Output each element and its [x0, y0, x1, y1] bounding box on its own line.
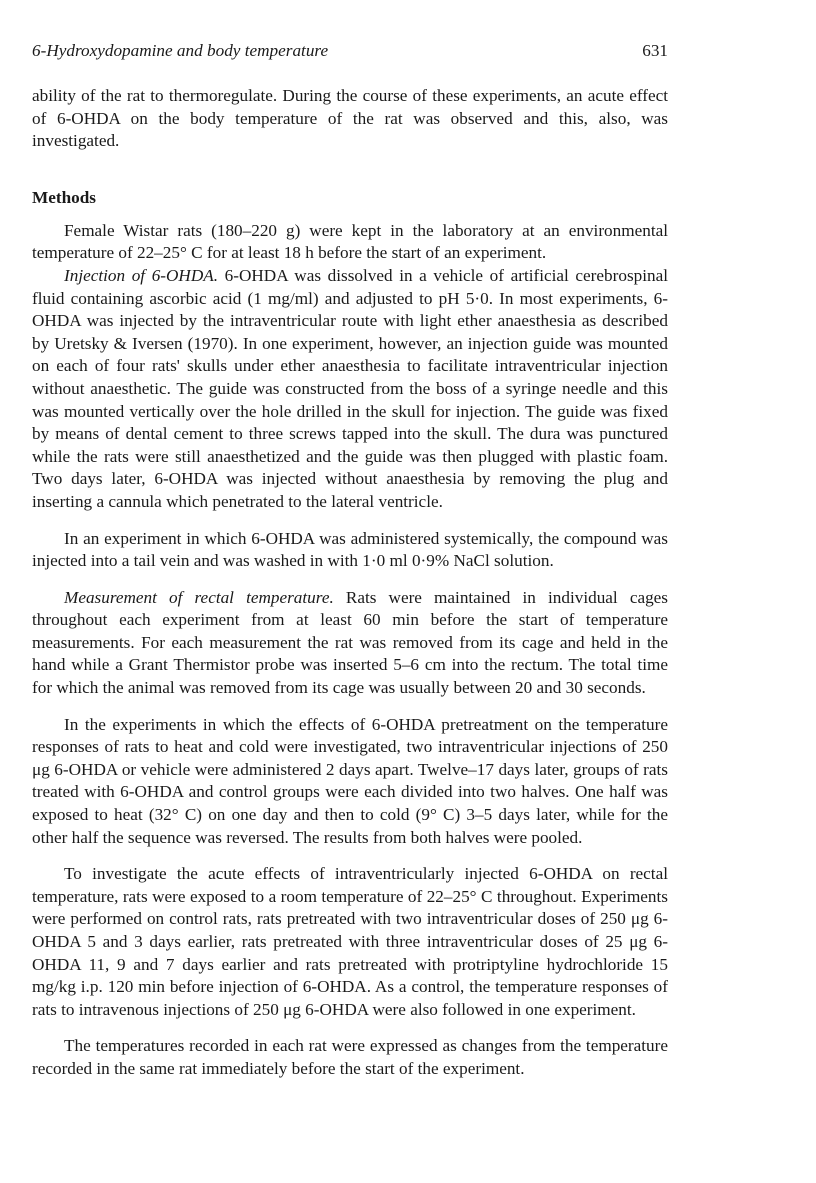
running-header	[32, 40, 668, 62]
injection-paragraph-text: 6-OHDA was dissolved in a vehicle of artificial cerebrospinal fluid containing ascorbic acid (1 mg/ml) and adjusted to pH 5·0. In most experiments, 6-OHDA was injected by the intraventricular route with light ether anaesthesia as described by Uretsky & Iversen (1970). In one experiment, however, an injection guide was mounted on each of four rats' skulls under ether anaesthesia to facilitate intraventricular injection without anaesthetic. The guide was constructed from the boss of a syringe needle and this was mounted vertically over the hole drilled in the skull for injection. The guide was fixed by means of dental cement to three screws tapped into the skull. The dura was punctured while the rats were still anaesthetized and the guide was then plugged with plastic foam. Two days later, 6-OHDA was injected without anaesthesia by removing the plug and inserting a cannula which penetrated to the lateral ventricle.	[32, 265, 668, 511]
injection-run-in-heading: Injection of 6-OHDA.	[64, 265, 219, 285]
pretreatment-paragraph: In the experiments in which the effects of 6-OHDA pretreatment on the temperature responses of rats to heat and cold were investigated, two intraventricular injections of 250 μg 6-OHDA or vehicle were administered 2 days apart. Twelve–17 days later, groups of rats treated with 6-OHDA and control groups were each divided into two halves. One half was exposed to heat (32° C) on one day and then to cold (9° C) 3–5 days later, while for the other half the sequence was reversed. The results from both halves were pooled.	[32, 714, 668, 847]
animals-paragraph: Female Wistar rats (180–220 g) were kept in the laboratory at an environmental temperature of 22–25° C for at least 18 h before the start of an experiment.	[32, 220, 668, 263]
section-heading-methods: Methods	[32, 187, 96, 207]
temperature-changes-paragraph: The temperatures recorded in each rat were expressed as changes from the temperature recorded in the same rat immediately before the start of the experiment.	[32, 1036, 668, 1078]
page-number: 631	[642, 41, 668, 60]
injection-paragraph	[32, 265, 668, 514]
systemic-paragraph: In an experiment in which 6-OHDA was administered systemically, the compound was injected into a tail vein and was washed in with 1·0 ml 0·9% NaCl solution.	[32, 528, 668, 571]
intro-paragraph: ability of the rat to thermoregulate. During the course of these experiments, an acute effect of 6-OHDA on the body temperature of the rat was observed and this, also, was investigated.	[32, 86, 668, 151]
journal-page	[32, 40, 668, 1095]
measurement-run-in-heading: Measurement of rectal temperature.	[64, 587, 334, 607]
measurement-paragraph-text: Rats were maintained in individual cages throughout each experiment from at least 60 min before the start of temperature measurements. For each measurement the rat was removed from its cage and held in the hand while a Grant Thermistor probe was inserted 5–6 cm into the rectum. The total time for which the animal was removed from its cage was usually between 20 and 30 seconds.	[32, 587, 668, 698]
running-title: 6-Hydroxydopamine and body temperature	[32, 41, 329, 60]
measurement-paragraph	[32, 587, 668, 700]
acute-effects-paragraph: To investigate the acute effects of intraventricularly injected 6-OHDA on rectal temperature, rats were exposed to a room temperature of 22–25° C throughout. Experiments were performed on control rats, rats pretreated with two intraventricular doses of 250 μg 6-OHDA 5 and 3 days earlier, rats pretreated with three intraventricular doses of 25 μg 6-OHDA 11, 9 and 7 days earlier and rats pretreated with protriptyline hydrochloride 15 mg/kg i.p. 120 min before injection of 6-OHDA. As a control, the temperature responses of rats to intravenous injections of 250 μg 6-OHDA were also followed in one experiment.	[32, 864, 668, 1019]
